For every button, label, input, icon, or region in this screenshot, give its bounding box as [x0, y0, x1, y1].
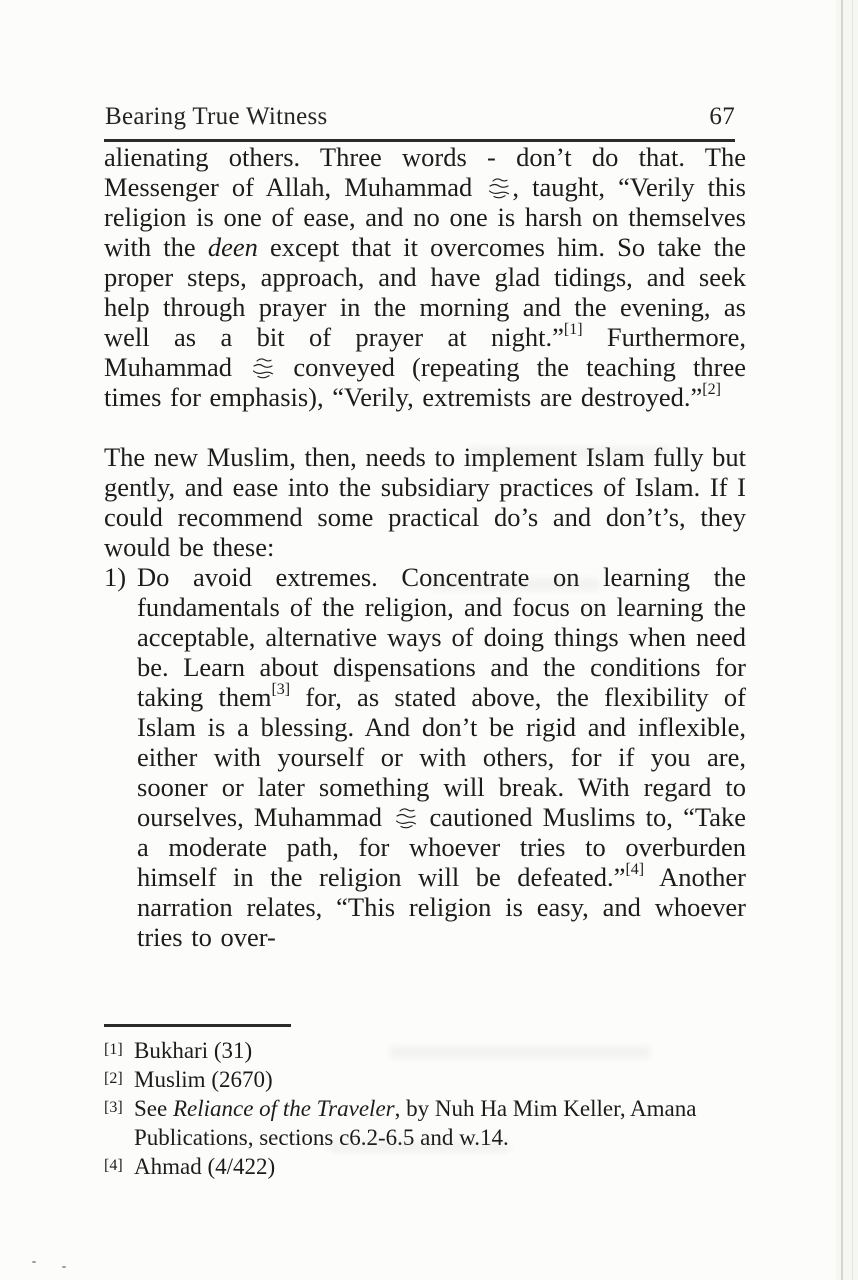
- showthrough-smudge: [330, 1140, 510, 1153]
- text-run: except that it overcomes him. So take the proper steps, approach, and have glad tidings, and seek help through prayer in the morning and the evening, as well as a bit of prayer at night.”: [104, 232, 746, 352]
- footnote-marker: [2]: [104, 1070, 123, 1087]
- list-marker: 1): [104, 562, 127, 592]
- showthrough-smudge: [470, 446, 670, 459]
- numbered-list-item: [104, 562, 746, 952]
- scan-speck: [32, 1261, 36, 1263]
- text-run: cautioned Muslims to, “Take a moderate path, for whoever tries to overburden himself in the religion will be defeated.”: [137, 802, 746, 892]
- page-number: 67: [709, 103, 735, 130]
- footnote-ref-superscript: [3]: [271, 681, 291, 699]
- text-run: Muslim (2670): [134, 1067, 273, 1092]
- text-run: Bukhari (31): [134, 1038, 253, 1063]
- footnote-item: [104, 1152, 746, 1181]
- text-run: Furthermore, Muhammad: [104, 322, 747, 382]
- footnote-marker: [4]: [104, 1157, 123, 1174]
- showthrough-smudge: [430, 578, 600, 591]
- page-content: [104, 103, 747, 1179]
- footnote-ref-superscript: [4]: [625, 861, 645, 879]
- footnote-item: [104, 1065, 746, 1094]
- footnote-text: [134, 1152, 746, 1181]
- footnote-ref-superscript: [2]: [702, 381, 721, 399]
- text-run: Do avoid extremes. Concentrate on learning the fundamentals of the religion, and focus on learning the acceptable, alternative ways of doing things when need be. Learn about dispensations and the conditions for taking them: [137, 562, 746, 712]
- pbuh-calligraphy-icon: [486, 176, 511, 201]
- scan-page-crease: [841, 0, 843, 1280]
- italic-term: deen: [207, 232, 258, 262]
- scan-page-edge-line: [852, 0, 853, 1280]
- text-run: The new Muslim, then, needs to implement Islam fully but gently, and ease into the subsidiary practices of Islam. If I could recommend some practical do’s and don’t’s, they would be these:: [104, 442, 746, 562]
- running-header-title: Bearing True Witness: [105, 103, 328, 130]
- text-run: alienating others. Three words - don’t do that. The Messenger of Allah, Muhammad: [104, 142, 746, 202]
- footnote-marker: [3]: [104, 1099, 123, 1116]
- text-run: Ahmad (4/422): [134, 1154, 276, 1179]
- italic-term: Reliance of the Traveler: [172, 1096, 395, 1121]
- scan-edge-band: [836, 0, 858, 1280]
- paragraph: [104, 142, 746, 442]
- showthrough-smudge: [390, 1046, 650, 1059]
- pbuh-calligraphy-icon: [393, 806, 418, 831]
- text-run: , taught, “Verily this religion is one of ease, and no one is harsh on themselves with the: [104, 172, 746, 262]
- text-run: See: [134, 1096, 173, 1121]
- running-header: [104, 103, 735, 142]
- paragraph: [104, 442, 746, 562]
- scan-speck: [62, 1266, 66, 1268]
- pbuh-calligraphy-icon: [250, 356, 275, 381]
- footnote-ref-superscript: [1]: [563, 321, 583, 339]
- text-run: Another narration relates, “This religion is easy, and whoever tries to over-: [137, 862, 746, 952]
- text-run: conveyed (repeating the teaching three times for emphasis), “Verily, extremists are destroyed.”: [104, 352, 747, 412]
- footnote-marker: [1]: [104, 1041, 123, 1058]
- text-run: , by Nuh Ha Mim Keller, Amana Publications, sections c6.2-6.5 and w.14.: [134, 1096, 697, 1150]
- footnote-separator: [104, 1024, 291, 1027]
- list-item-text: [137, 562, 746, 952]
- text-run: for, as stated above, the flexibility of Islam is a blessing. And don’t be rigid and inflexible, either with yourself or with others, for if you are, sooner or later something will break. With regard to ourselves, Muhammad: [137, 682, 746, 832]
- body-text: [104, 142, 746, 952]
- footnote-text: [134, 1065, 746, 1094]
